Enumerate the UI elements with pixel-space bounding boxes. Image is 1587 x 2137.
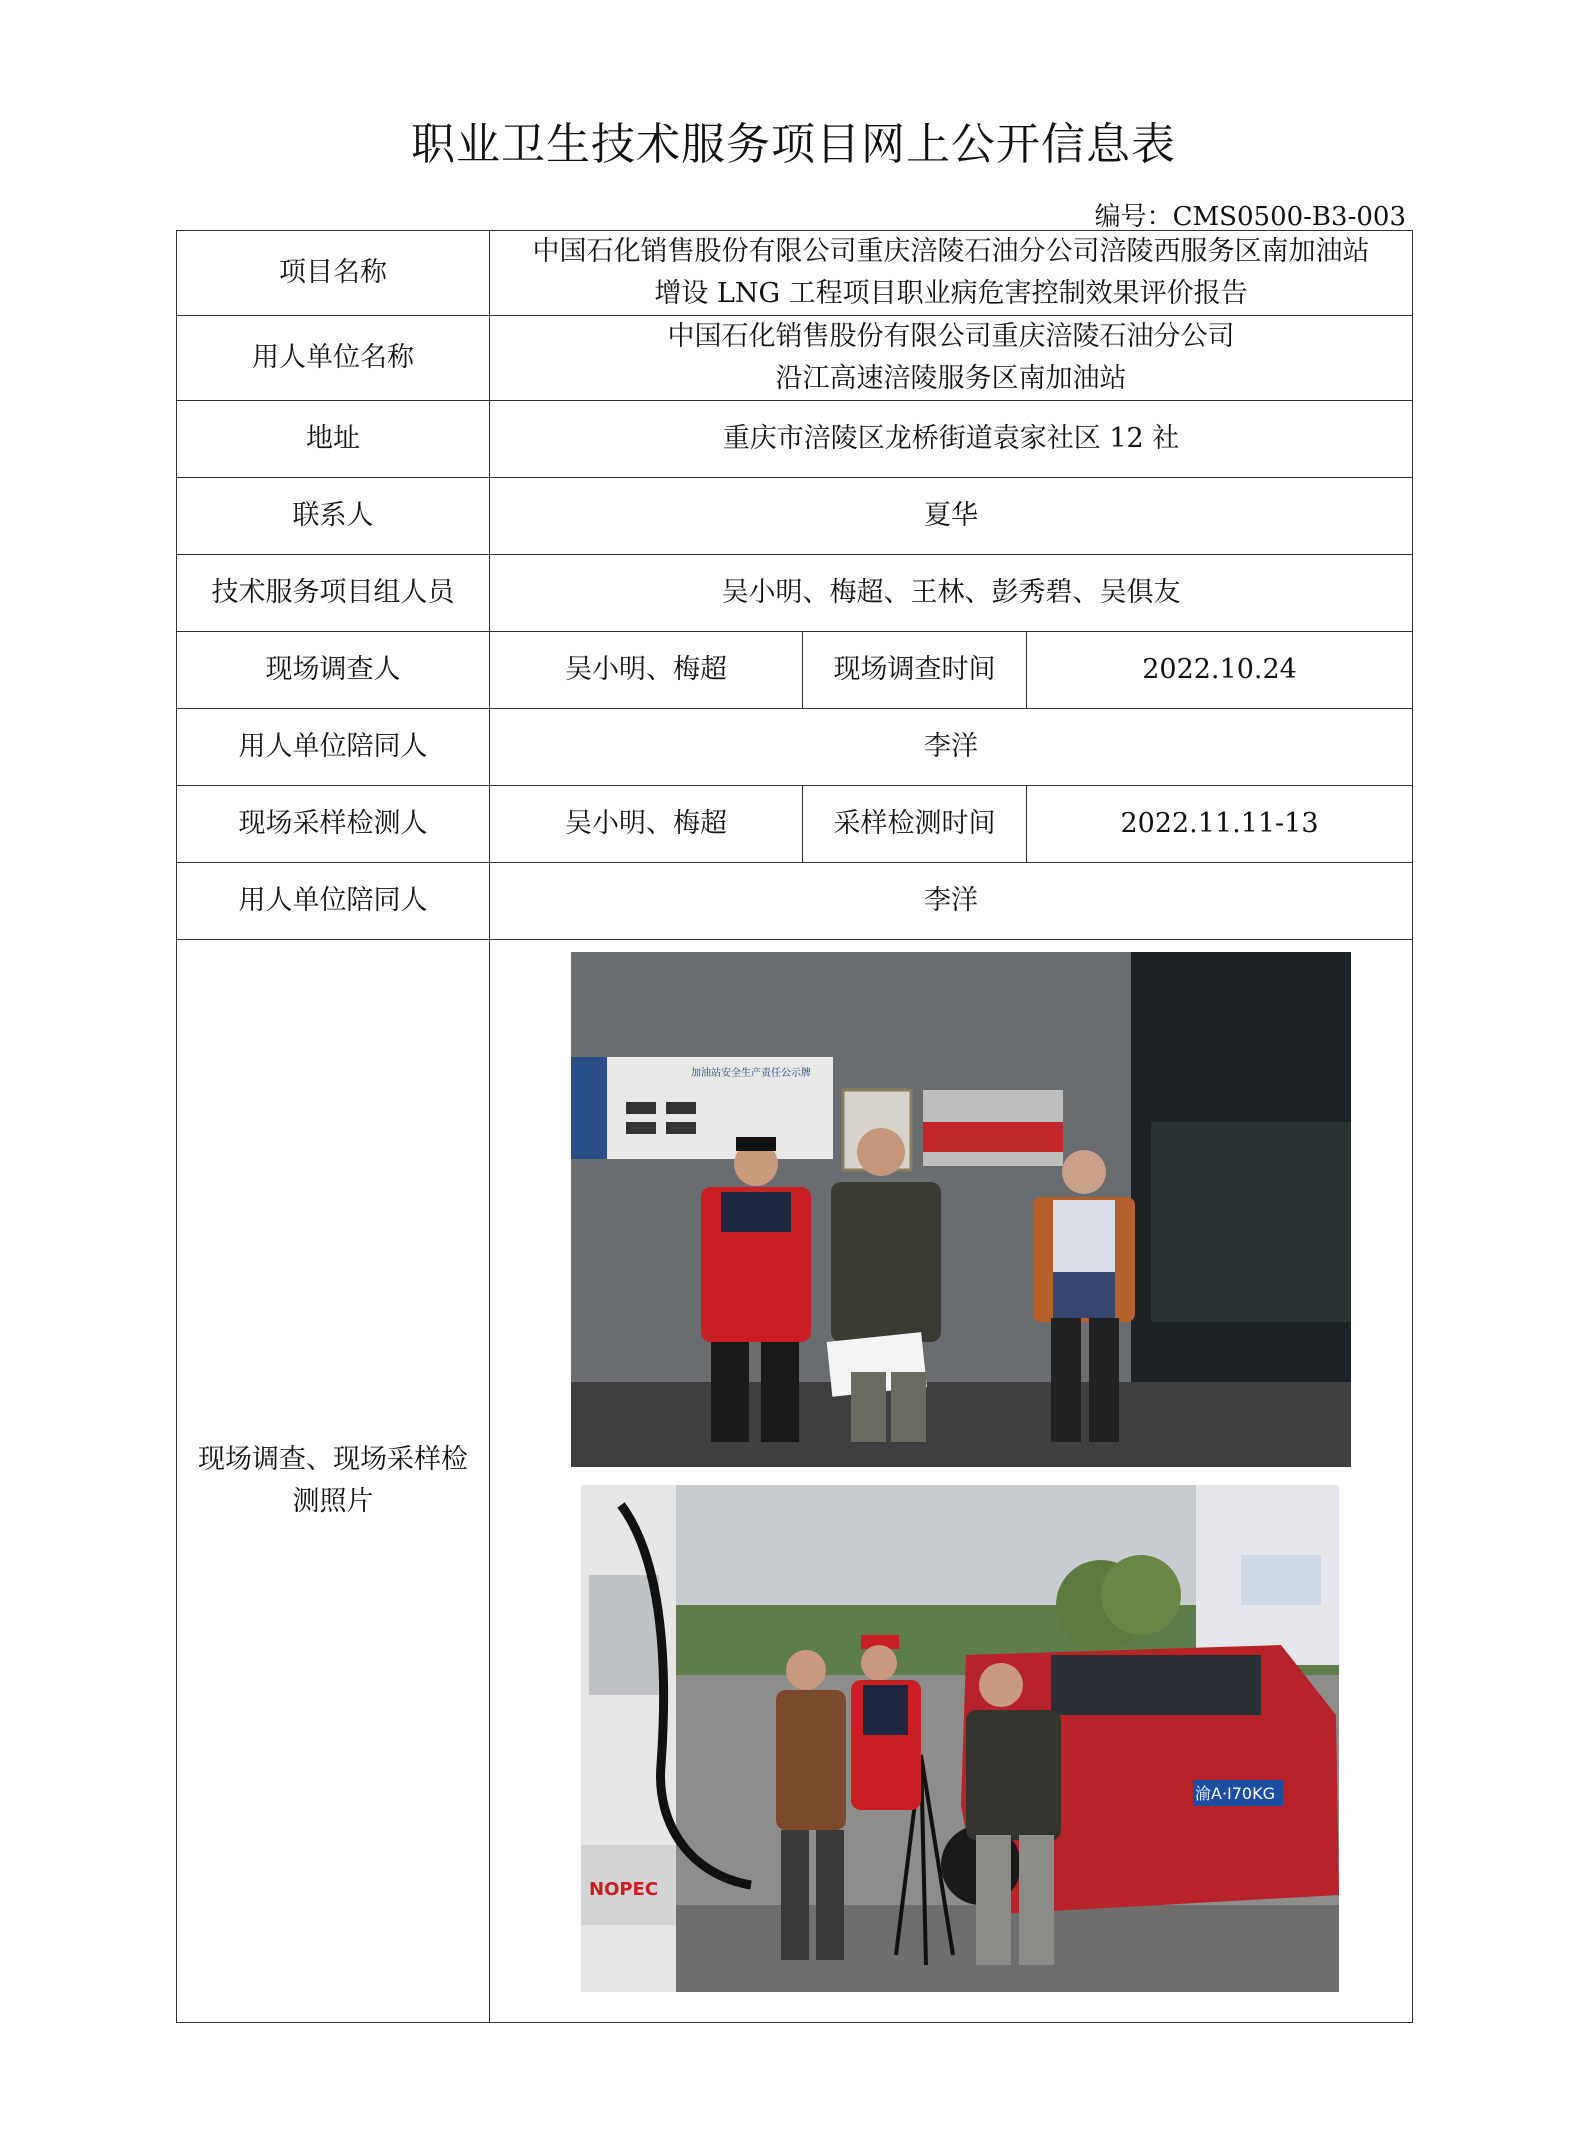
label-escort-1: 用人单位陪同人	[177, 709, 490, 786]
value-sampling: 吴小明、梅超	[490, 786, 803, 863]
license-plate: 渝A·I70KG	[1195, 1784, 1276, 1803]
label-photos	[177, 940, 490, 2023]
value-address: 重庆市涪陵区龙桥街道袁家社区 12 社	[490, 401, 1413, 478]
document-number: 编号：CMS0500-B3-003	[1094, 202, 1406, 232]
value-contact: 夏华	[490, 478, 1413, 555]
row-contact	[177, 478, 1413, 555]
project-name-line2: 增设 LNG 工程项目职业病危害控制效果评价报告	[654, 278, 1248, 309]
value-survey-time: 2022.10.24	[1027, 632, 1413, 709]
row-team	[177, 555, 1413, 632]
info-table	[176, 230, 1413, 2023]
photos-label-line2: 测照片	[292, 1486, 374, 1517]
row-escort-2	[177, 863, 1413, 940]
label-address: 地址	[177, 401, 490, 478]
row-photos	[177, 940, 1413, 2023]
label-survey-time: 现场调查时间	[803, 632, 1027, 709]
row-escort-1	[177, 709, 1413, 786]
value-sampling-time: 2022.11.11-13	[1027, 786, 1413, 863]
value-employer	[490, 316, 1413, 401]
label-escort-2: 用人单位陪同人	[177, 863, 490, 940]
value-project-name	[490, 231, 1413, 316]
notice-board-title: 加油站安全生产责任公示牌	[691, 1068, 811, 1079]
label-sampling: 现场采样检测人	[177, 786, 490, 863]
value-photos	[490, 940, 1413, 2023]
employer-line1: 中国石化销售股份有限公司重庆涪陵石油分公司	[667, 321, 1235, 352]
row-survey	[177, 632, 1413, 709]
label-contact: 联系人	[177, 478, 490, 555]
value-survey: 吴小明、梅超	[490, 632, 803, 709]
label-employer: 用人单位名称	[177, 316, 490, 401]
label-survey: 现场调查人	[177, 632, 490, 709]
sampling-photo	[581, 1485, 1339, 1992]
value-escort-2: 李洋	[490, 863, 1413, 940]
document-title: 职业卫生技术服务项目网上公开信息表	[411, 119, 1176, 170]
row-project-name	[177, 231, 1413, 316]
project-name-line1: 中国石化销售股份有限公司重庆涪陵石油分公司涪陵西服务区南加油站	[532, 236, 1370, 267]
label-project-name: 项目名称	[177, 231, 490, 316]
label-sampling-time: 采样检测时间	[803, 786, 1027, 863]
employer-line2: 沿江高速涪陵服务区南加油站	[775, 363, 1127, 394]
value-team: 吴小明、梅超、王林、彭秀碧、吴俱友	[490, 555, 1413, 632]
pump-brand: NOPEC	[589, 1879, 659, 1900]
photos-label-line1: 现场调查、现场采样检	[198, 1444, 468, 1475]
site-survey-photo	[571, 952, 1351, 1467]
label-team: 技术服务项目组人员	[177, 555, 490, 632]
row-employer	[177, 316, 1413, 401]
value-escort-1: 李洋	[490, 709, 1413, 786]
row-sampling	[177, 786, 1413, 863]
row-address	[177, 401, 1413, 478]
